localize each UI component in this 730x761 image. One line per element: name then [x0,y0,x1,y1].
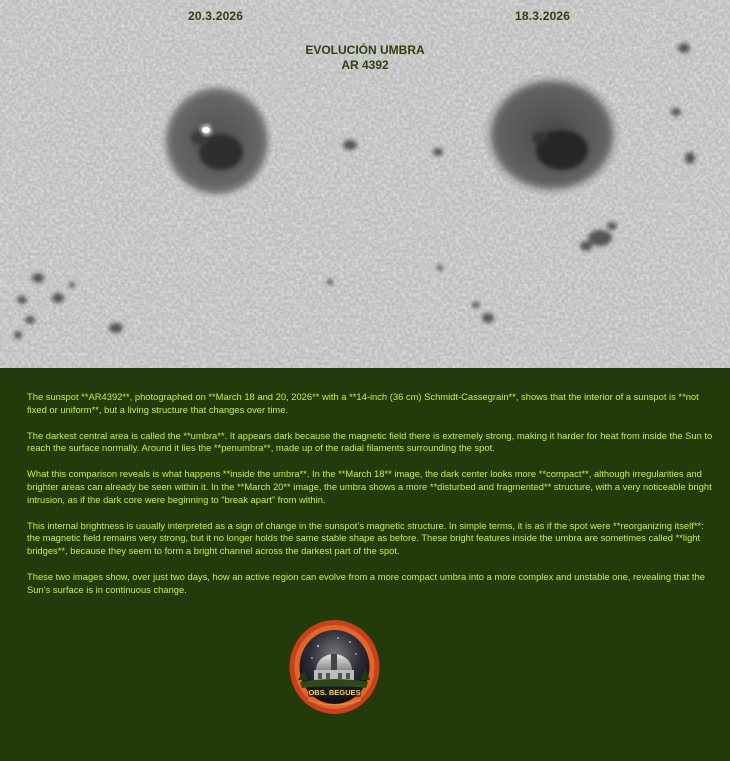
solar-granulation-photo [0,0,730,368]
date-left-label: 20.3.2026 [188,9,244,23]
description-text [27,391,717,610]
paragraph-3: What this comparison reveals is what happens **inside the umbra**. In the **March 18** image, the dark center looks more **compact**, although irregularities and brighter areas can already be seen within it. In the **March 20** image, the umbra shows a more **disturbed and fragmented** structure, with a very noticeable bright intrusion, as if the dark core were beginning to “break apart” from within. [27,468,712,505]
image-title [0,43,730,73]
paragraph-2: The darkest central area is called the **umbra**. It appears dark because the magnetic field there is extremely strong, making it harder for heat from inside the Sun to reach the surface normally. Around it lies the **penumbra**, made up of the radial filaments surrounding the spot. [27,429,713,454]
observatory-logo [288,618,381,716]
sunspot-left [160,82,274,200]
paragraph-5: These two images show, over just two days, how an active region can evolve from a more compact umbra into a more complex and unstable one, revealing that the Sun’s surface is in continuous change. [27,570,705,595]
logo-label: OBS. BEGUES [308,688,361,697]
sunspot-right [482,73,622,197]
title-line-1: EVOLUCIÓN UMBRA [305,43,425,57]
paragraph-1: The sunspot **AR4392**, photographed on **March 18 and 20, 2026** with a **14-inch (36 cm) Schmidt-Cassegrain**, shows that the interior of a sunspot is **not fixed or uniform**, but a living structure that changes over time. [27,391,699,415]
paragraph-4: This internal brightness is usually interpreted as a sign of change in the sunspot’s magnetic structure. In simple terms, it is as if the spot were **reorganizing itself**: the magnetic field remains very strong, but it no longer holds the same stable shape as before. These bright features inside the umbra are sometimes called **light bridges**, because they seem to form a bright channel across the darkest part of the spot. [27,519,704,557]
title-line-2: AR 4392 [341,58,389,72]
date-right-label: 18.3.2026 [515,9,571,23]
observatory-logo-svg [288,618,381,716]
